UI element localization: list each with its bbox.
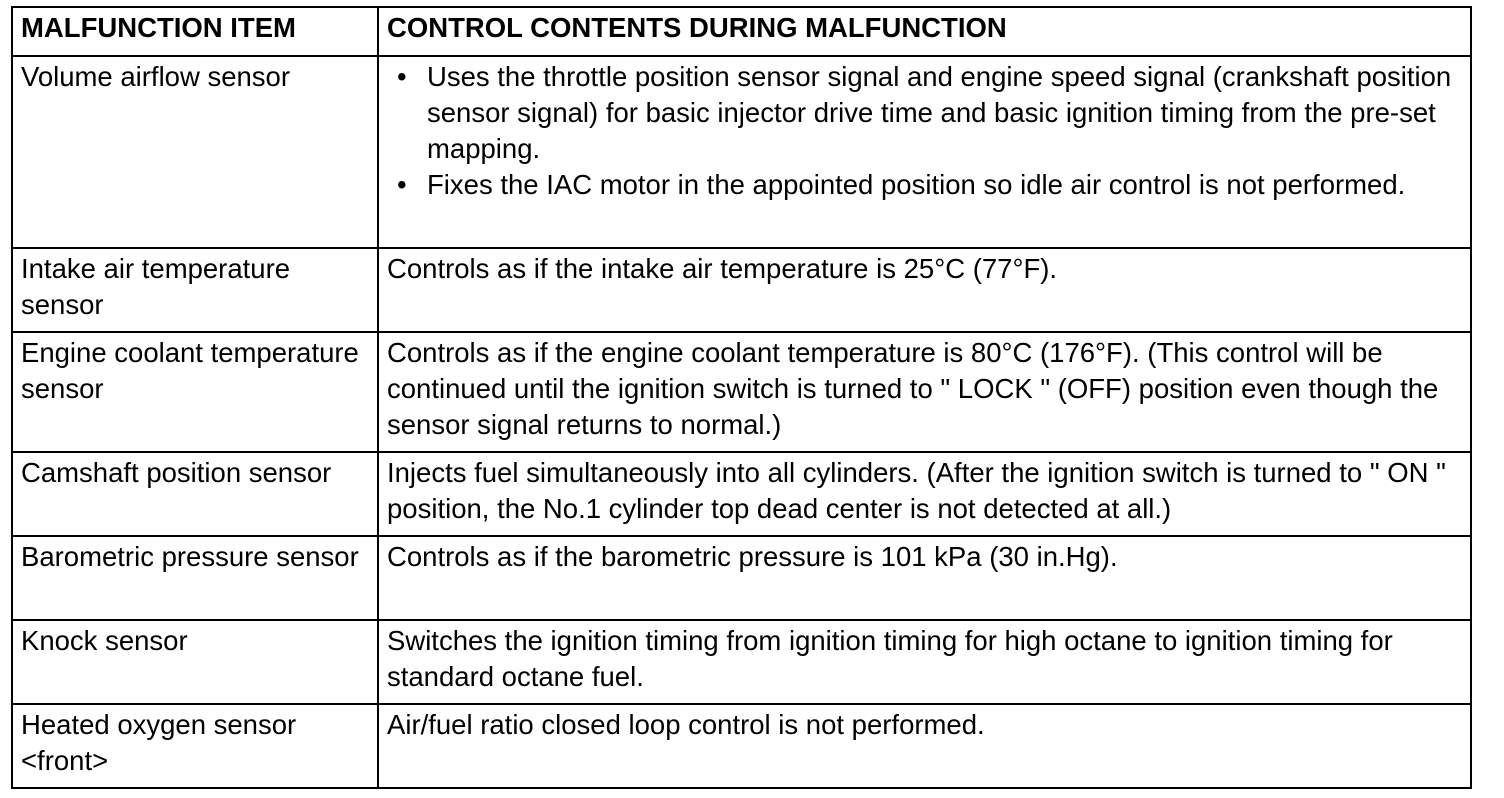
control-contents-cell: Controls as if the intake air temperature is 25°C (77°F). [378, 248, 1471, 332]
control-contents-cell: Controls as if the engine coolant temperature is 80°C (176°F). (This control will be continued until the ignition switch is turned to " LOCK " (OFF) position even though the sensor signal returns to normal.) [378, 332, 1471, 452]
header-control-contents: CONTROL CONTENTS DURING MALFUNCTION [378, 7, 1471, 56]
malfunction-item-cell: Barometric pressure sensor [12, 536, 378, 620]
control-bullet-list [387, 59, 1464, 203]
bullet-text: Fixes the IAC motor in the appointed position so idle air control is not performed. [427, 169, 1406, 200]
table-row [12, 704, 1471, 788]
control-contents-cell: Air/fuel ratio closed loop control is not performed. [378, 704, 1471, 788]
bullet-icon: • [397, 169, 407, 200]
table-row [12, 332, 1471, 452]
malfunction-item-cell: Engine coolant temperature sensor [12, 332, 378, 452]
malfunction-item-cell: Camshaft position sensor [12, 452, 378, 536]
table-row [12, 620, 1471, 704]
table-row [12, 536, 1471, 620]
malfunction-control-table [11, 6, 1472, 789]
table-row [12, 452, 1471, 536]
bullet-text: Uses the throttle position sensor signal and engine speed signal (crankshaft position sensor signal) for basic injector drive time and basic ignition timing from the pre-set mapping. [427, 61, 1452, 164]
malfunction-item-cell: Knock sensor [12, 620, 378, 704]
malfunction-item-cell: Intake air temperature sensor [12, 248, 378, 332]
table-row [12, 56, 1471, 248]
malfunction-item-cell: Heated oxygen sensor <front> [12, 704, 378, 788]
table-row [12, 248, 1471, 332]
bullet-icon: • [397, 61, 407, 92]
control-contents-cell: Controls as if the barometric pressure is 101 kPa (30 in.Hg). [378, 536, 1471, 620]
control-contents-cell: Switches the ignition timing from ignition timing for high octane to ignition timing for standard octane fuel. [378, 620, 1471, 704]
list-item [387, 59, 1464, 167]
control-contents-cell: Injects fuel simultaneously into all cylinders. (After the ignition switch is turned to " ON " position, the No.1 cylinder top dead center is not detected at all.) [378, 452, 1471, 536]
table-header-row [12, 7, 1471, 56]
control-contents-cell [378, 56, 1471, 248]
header-malfunction-item: MALFUNCTION ITEM [12, 7, 378, 56]
malfunction-item-cell: Volume airflow sensor [12, 56, 378, 248]
list-item [387, 167, 1464, 203]
